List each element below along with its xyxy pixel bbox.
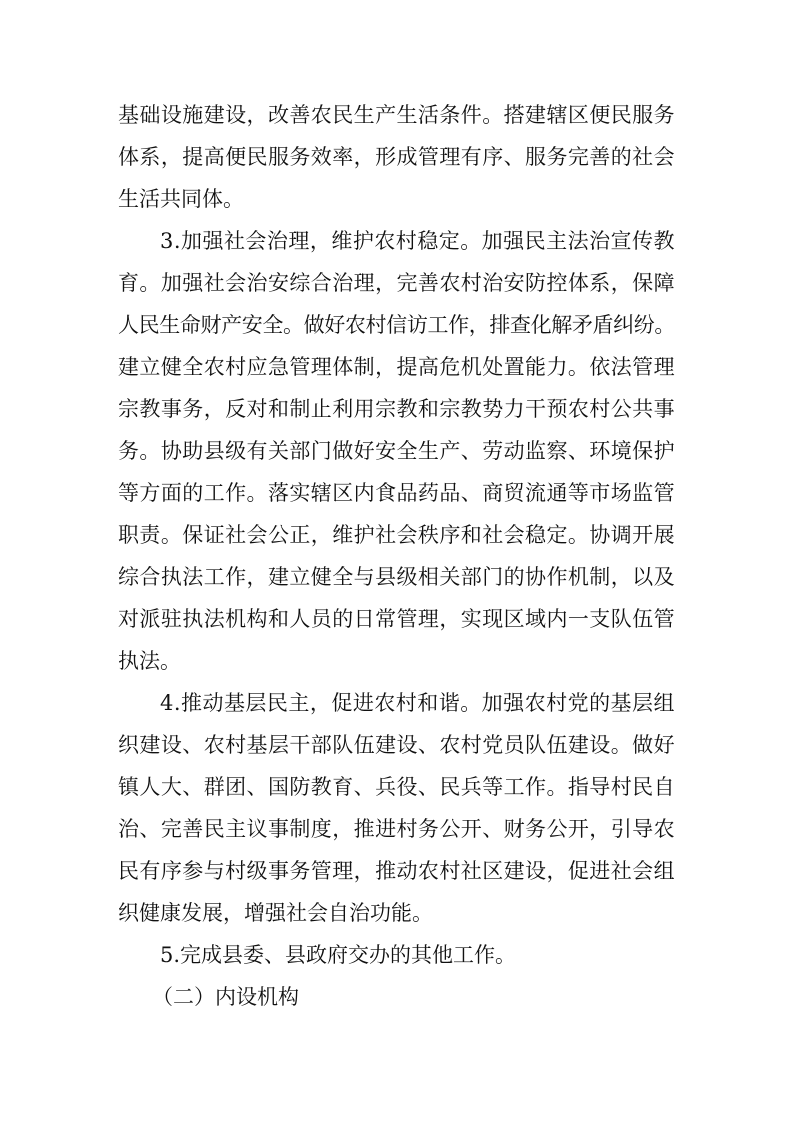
text-line: 宗教事务，反对和制止利用宗教和宗教势力干预农村公共事 — [118, 397, 675, 421]
text-line: 体系，提高便民服务效率，形成管理有序、服务完善的社会 — [118, 145, 675, 169]
text-line: 治、完善民主议事制度，推进村务公开、财务公开，引导农 — [118, 817, 675, 841]
paragraph-p-item-3 — [118, 220, 675, 682]
text-line: 执法。 — [118, 649, 181, 673]
paragraph-p-continued — [118, 94, 675, 220]
text-line: 织建设、农村基层干部队伍建设、农村党员队伍建设。做好 — [118, 733, 675, 757]
text-line: 育。加强社会治安综合治理，完善农村治安防控体系，保障 — [118, 271, 675, 295]
text-line: 生活共同体。 — [118, 187, 244, 211]
text-line: 对派驻执法机构和人员的日常管理，实现区域内一支队伍管 — [118, 607, 675, 631]
text-line: 人民生命财产安全。做好农村信访工作，排查化解矛盾纠纷。 — [118, 313, 675, 337]
text-line: 镇人大、群团、国防教育、兵役、民兵等工作。指导村民自 — [118, 775, 675, 799]
text-line: 4.推动基层民主，促进农村和谐。加强农村党的基层组 — [160, 691, 675, 715]
section-heading: （二）内设机构 — [152, 985, 299, 1009]
text-line: 5.完成县委、县政府交办的其他工作。 — [160, 943, 517, 967]
text-line: 等方面的工作。落实辖区内食品药品、商贸流通等市场监管 — [118, 481, 675, 505]
text-line: 综合执法工作，建立健全与县级相关部门的协作机制，以及 — [118, 565, 675, 589]
text-line: 织健康发展，增强社会自治功能。 — [118, 901, 433, 925]
text-line: 基础设施建设，改善农民生产生活条件。搭建辖区便民服务 — [118, 103, 675, 127]
text-line: 建立健全农村应急管理体制，提高危机处置能力。依法管理 — [118, 355, 675, 379]
paragraph-p-item-4 — [118, 682, 675, 934]
document-page — [118, 94, 675, 1018]
text-line: 民有序参与村级事务管理，推动农村社区建设，促进社会组 — [118, 859, 675, 883]
text-line: 务。协助县级有关部门做好安全生产、劳动监察、环境保护 — [118, 439, 675, 463]
paragraph-p-item-5 — [118, 934, 675, 976]
text-line: 3.加强社会治理，维护农村稳定。加强民主法治宣传教 — [160, 229, 675, 253]
text-line: 职责。保证社会公正，维护社会秩序和社会稳定。协调开展 — [118, 523, 675, 547]
